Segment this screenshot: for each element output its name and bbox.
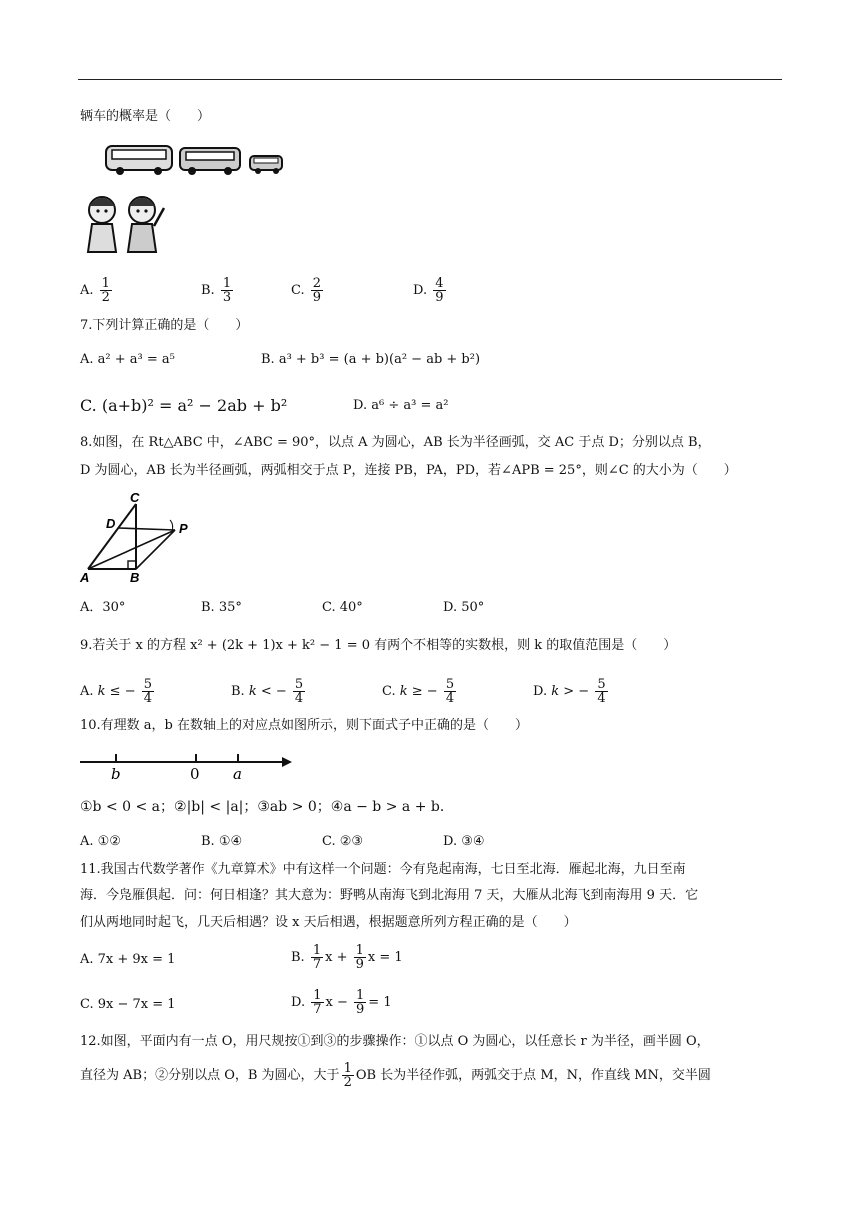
- numerator: 2: [312, 276, 322, 291]
- q8-triangle-figure: [78, 490, 198, 585]
- fraction: [293, 678, 305, 705]
- option-label: D.: [413, 283, 428, 298]
- q6-option-d: [413, 277, 448, 304]
- point-d-label: D: [106, 516, 116, 531]
- text-segment: 直径为 AB；②分别以点 O，B 为圆心，大于: [80, 1068, 340, 1083]
- numerator: 5: [143, 677, 153, 692]
- axis-label-a: a: [233, 765, 242, 782]
- q10-number-line: [78, 746, 298, 782]
- fraction: [221, 277, 233, 304]
- option-text: = 1: [368, 995, 392, 1010]
- numerator: 1: [312, 943, 322, 958]
- option-label: A.: [80, 283, 94, 298]
- denominator: 7: [313, 1002, 322, 1017]
- q9-option-c: [382, 678, 458, 705]
- numerator: 5: [294, 677, 304, 692]
- option-label: B.: [231, 684, 245, 699]
- q7-option-a: A. a² + a³ = a⁵: [80, 352, 175, 367]
- denominator: 4: [597, 691, 606, 706]
- numerator: 1: [313, 988, 322, 1003]
- denominator: 9: [355, 957, 364, 972]
- denominator: 4: [294, 691, 304, 706]
- numerator: 5: [445, 677, 455, 692]
- fraction: [595, 678, 607, 705]
- numerator: 1: [222, 276, 232, 291]
- bus-illustration: [104, 140, 288, 178]
- q6-stem-tail: 辆车的概率是（ ）: [80, 109, 211, 124]
- numerator: 1: [101, 276, 110, 291]
- option-relation: k > −: [551, 684, 590, 699]
- point-a-label: A: [80, 570, 90, 585]
- option-text: x = 1: [367, 950, 403, 965]
- point-b-label: B: [130, 570, 140, 585]
- q10-option-a: A. ①②: [80, 834, 121, 849]
- option-relation: k ≥ −: [399, 684, 438, 699]
- fraction: [311, 944, 323, 971]
- numerator: 5: [597, 677, 606, 692]
- axis-label-b: b: [111, 765, 121, 782]
- option-label: A.: [80, 684, 94, 699]
- option-text: x −: [325, 995, 348, 1010]
- fraction: [342, 1062, 354, 1089]
- option-relation: k < −: [248, 684, 287, 699]
- q10-option-b: B. ①④: [201, 834, 243, 849]
- q9-option-a: [80, 678, 156, 705]
- q8-line2: D 为圆心，AB 长为半径画弧，两弧相交于点 P，连接 PB，PA，PD，若∠APB = 25°，则∠C 的大小为（ ）: [80, 463, 737, 478]
- fraction: [433, 277, 445, 304]
- q6-option-c: [291, 277, 325, 304]
- q11-option-b: [291, 944, 403, 971]
- numerator: 4: [435, 276, 444, 291]
- fraction: [142, 678, 154, 705]
- denominator: 2: [343, 1075, 352, 1090]
- q10-option-d: D. ③④: [443, 834, 485, 849]
- point-p-label: P: [179, 521, 188, 536]
- denominator: 4: [445, 691, 455, 706]
- q9-option-b: [231, 678, 307, 705]
- option-text: x +: [325, 950, 348, 965]
- q11-option-c: C. 9x − 7x = 1: [80, 997, 176, 1012]
- denominator: 3: [222, 290, 232, 305]
- option-label: D.: [533, 684, 548, 699]
- option-text: C. (a+b)² = a² − 2ab + b²: [80, 396, 288, 415]
- option-label: B.: [201, 283, 215, 298]
- text-segment: OB 长为半径作弧，两弧交于点 M，N，作直线 MN，交半圆: [355, 1068, 711, 1083]
- q7-option-d: D. a⁶ ÷ a³ = a²: [353, 398, 449, 413]
- q11-line1: 11.我国古代数学著作《九章算术》中有这样一个问题：今有凫起南海，七日至北海．雁起北海，九日至南: [80, 862, 686, 877]
- q11-option-d: [291, 989, 392, 1016]
- numerator: 1: [355, 943, 364, 958]
- option-relation: k ≤ −: [97, 684, 136, 699]
- q7-option-b: B. a³ + b³ = (a + b)(a² − ab + b²): [261, 352, 481, 367]
- q8-option-a: A．30°: [80, 600, 126, 615]
- numerator: 1: [343, 1061, 352, 1076]
- fraction: [100, 277, 112, 304]
- denominator: 9: [356, 1002, 365, 1017]
- numerator: 1: [356, 988, 365, 1003]
- q11-option-a: A. 7x + 9x = 1: [80, 952, 176, 967]
- q6-option-b: [201, 277, 235, 304]
- fraction: [354, 989, 366, 1016]
- q10-option-c: C. ②③: [322, 834, 364, 849]
- q7-option-c: [80, 396, 287, 418]
- q8-option-b: B. 35°: [201, 600, 242, 615]
- fraction: [444, 678, 456, 705]
- denominator: 7: [312, 957, 322, 972]
- axis-label-zero: 0: [190, 765, 200, 782]
- denominator: 2: [101, 290, 110, 305]
- q8-option-c: C. 40°: [322, 600, 363, 615]
- point-c-label: C: [130, 490, 140, 505]
- children-illustration: [80, 192, 170, 260]
- q7-stem: 7.下列计算正确的是（ ）: [80, 318, 249, 333]
- q8-line1: 8.如图，在 Rt△ABC 中，∠ABC = 90°，以点 A 为圆心，AB 长为半径画弧，交 AC 于点 D；分别以点 B，: [80, 435, 711, 450]
- q10-statements: ①b < 0 < a；②|b| < |a|；③ab > 0；④a − b > a + b．: [80, 799, 454, 815]
- q12-line1: 12.如图，平面内有一点 O，用尺规按①到③的步骤操作：①以点 O 为圆心，以任意长 r 为半径，画半圆 O，: [80, 1034, 710, 1049]
- denominator: 9: [435, 290, 444, 305]
- option-label: C.: [291, 283, 305, 298]
- option-label: C.: [382, 684, 396, 699]
- q8-option-d: D. 50°: [443, 600, 485, 615]
- q6-option-a: [80, 277, 114, 304]
- fraction: [354, 944, 366, 971]
- q12-line2: [80, 1062, 711, 1089]
- q10-stem: 10.有理数 a，b 在数轴上的对应点如图所示，则下面式子中正确的是（ ）: [80, 718, 529, 733]
- denominator: 4: [143, 691, 153, 706]
- option-label: B.: [291, 950, 305, 965]
- denominator: 9: [312, 290, 322, 305]
- q11-line2: 海．今凫雁俱起．问：何日相逢？其大意为：野鸭从南海飞到北海用 7 天，大雁从北海飞到南海用 9 天．它: [80, 888, 699, 903]
- fraction: [311, 277, 323, 304]
- header-rule: [78, 79, 782, 80]
- fraction: [311, 989, 323, 1016]
- q9-stem: 9.若关于 x 的方程 x² + (2k + 1)x + k² − 1 = 0 有两个不相等的实数根，则 k 的取值范围是（ ）: [80, 638, 677, 653]
- q11-line3: 们从两地同时起飞，几天后相遇？设 x 天后相遇，根据题意所列方程正确的是（ ）: [80, 915, 577, 930]
- q9-option-d: [533, 678, 610, 705]
- option-label: D.: [291, 995, 306, 1010]
